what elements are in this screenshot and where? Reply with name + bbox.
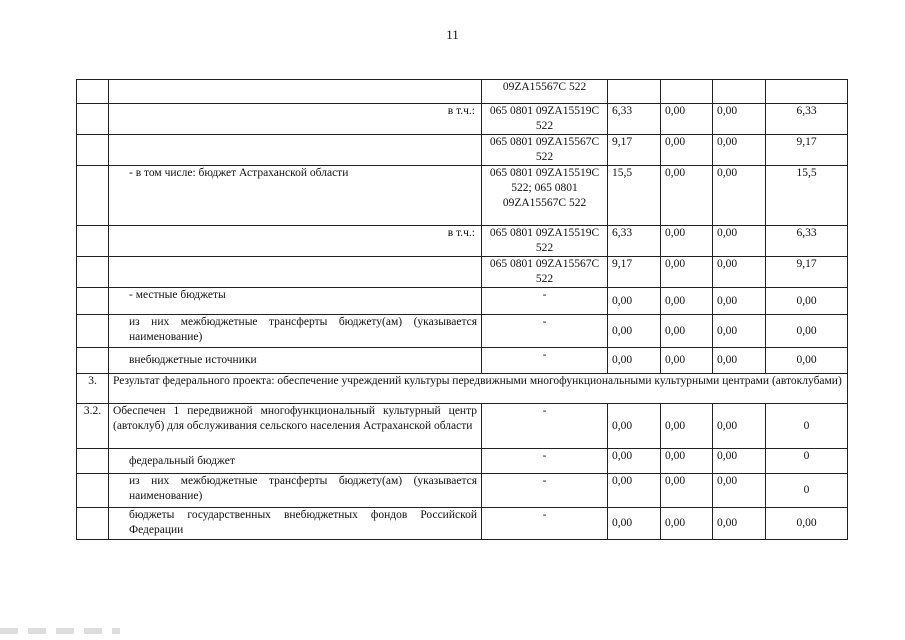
budget-code: -: [482, 288, 608, 315]
row-number: [77, 135, 109, 166]
value-cell: 0,00: [608, 508, 661, 540]
row-number: [77, 226, 109, 257]
budget-code: 065 0801 09ZA15519C 522: [482, 226, 608, 257]
section-title: Результат федерального проекта: обеспечение учреждений культуры передвижными многофункциональными культурными центрами (автоклубами): [109, 374, 848, 404]
budget-code: 065 0801 09ZA15567C 522: [482, 135, 608, 166]
total-cell: [766, 80, 848, 104]
table-row: [77, 104, 848, 135]
row-description: из них межбюджетные трансферты бюджету(ам) (указывается наименование): [109, 474, 482, 508]
total-cell: 15,5: [766, 166, 848, 226]
row-number: [77, 80, 109, 104]
budget-code: -: [482, 348, 608, 374]
value-cell: 0,00: [713, 474, 766, 508]
row-number: [77, 104, 109, 135]
value-cell: 0,00: [713, 449, 766, 474]
total-cell: 6,33: [766, 226, 848, 257]
table-row: [77, 288, 848, 315]
value-cell: [608, 80, 661, 104]
row-description: - местные бюджеты: [109, 288, 482, 315]
row-description: федеральный бюджет: [109, 449, 482, 474]
table-row: [77, 166, 848, 226]
total-cell: 0,00: [766, 348, 848, 374]
budget-code: -: [482, 474, 608, 508]
row-description: внебюджетные источники: [109, 348, 482, 374]
section-row: [77, 374, 848, 404]
value-cell: 0,00: [661, 474, 713, 508]
budget-code: -: [482, 449, 608, 474]
value-cell: 9,17: [608, 257, 661, 288]
value-cell: 0,00: [713, 404, 766, 449]
budget-code: 065 0801 09ZA15519C 522: [482, 104, 608, 135]
value-cell: 0,00: [661, 226, 713, 257]
table-row: [77, 80, 848, 104]
total-cell: 0,00: [766, 288, 848, 315]
value-cell: 0,00: [713, 508, 766, 540]
table-row: [77, 226, 848, 257]
value-cell: 6,33: [608, 226, 661, 257]
value-cell: [713, 80, 766, 104]
value-cell: 0,00: [661, 404, 713, 449]
row-number: 3.2.: [77, 404, 109, 449]
budget-code: 065 0801 09ZA15519C 522; 065 0801 09ZA15567C 522: [482, 166, 608, 226]
table-row: [77, 348, 848, 374]
total-cell: 0: [766, 449, 848, 474]
value-cell: 0,00: [608, 348, 661, 374]
row-number: [77, 166, 109, 226]
value-cell: 0,00: [713, 315, 766, 348]
value-cell: 0,00: [713, 104, 766, 135]
value-cell: 0,00: [661, 104, 713, 135]
budget-code: -: [482, 508, 608, 540]
value-cell: 0,00: [661, 449, 713, 474]
row-description: [109, 257, 482, 288]
table-row: [77, 315, 848, 348]
value-cell: [661, 80, 713, 104]
row-description: - в том числе: бюджет Астраханской области: [109, 166, 482, 226]
row-number: [77, 474, 109, 508]
total-cell: 0,00: [766, 315, 848, 348]
value-cell: 0,00: [661, 348, 713, 374]
value-cell: 6,33: [608, 104, 661, 135]
value-cell: 0,00: [713, 135, 766, 166]
table-row: [77, 135, 848, 166]
budget-table: [76, 79, 848, 540]
row-description: [109, 135, 482, 166]
value-cell: 0,00: [608, 288, 661, 315]
value-cell: 0,00: [661, 508, 713, 540]
total-cell: 0: [766, 404, 848, 449]
scan-artifact: [0, 628, 120, 634]
page-number: 11: [446, 27, 459, 42]
table-row: [77, 474, 848, 508]
total-cell: 9,17: [766, 135, 848, 166]
budget-code: 065 0801 09ZA15567C 522: [482, 257, 608, 288]
value-cell: 0,00: [713, 288, 766, 315]
budget-code: -: [482, 404, 608, 449]
value-cell: 0,00: [661, 288, 713, 315]
row-description: [109, 80, 482, 104]
table-row: [77, 508, 848, 540]
row-description: Обеспечен 1 передвижной многофункциональный культурный центр (автоклуб) для обслуживания сельского населения Астраханской области: [109, 404, 482, 449]
row-description: в т.ч.:: [109, 104, 482, 135]
value-cell: 15,5: [608, 166, 661, 226]
table-row: [77, 257, 848, 288]
row-description: из них межбюджетные трансферты бюджету(ам) (указывается наименование): [109, 315, 482, 348]
total-cell: 6,33: [766, 104, 848, 135]
value-cell: 0,00: [713, 257, 766, 288]
value-cell: 0,00: [661, 135, 713, 166]
value-cell: 0,00: [608, 449, 661, 474]
total-cell: 0: [766, 474, 848, 508]
budget-code: 09ZA15567C 522: [482, 80, 608, 104]
row-number: [77, 348, 109, 374]
value-cell: 0,00: [608, 474, 661, 508]
row-number: [77, 449, 109, 474]
total-cell: 0,00: [766, 508, 848, 540]
value-cell: 0,00: [661, 315, 713, 348]
value-cell: 0,00: [608, 315, 661, 348]
budget-code: -: [482, 315, 608, 348]
section-number: 3.: [77, 374, 109, 404]
table-row: [77, 404, 848, 449]
row-number: [77, 508, 109, 540]
value-cell: 9,17: [608, 135, 661, 166]
total-cell: 9,17: [766, 257, 848, 288]
row-number: [77, 315, 109, 348]
value-cell: 0,00: [661, 166, 713, 226]
value-cell: 0,00: [713, 348, 766, 374]
row-number: [77, 257, 109, 288]
value-cell: 0,00: [608, 404, 661, 449]
row-description: бюджеты государственных внебюджетных фондов Российской Федерации: [109, 508, 482, 540]
row-description: в т.ч.:: [109, 226, 482, 257]
row-number: [77, 288, 109, 315]
table-row: [77, 449, 848, 474]
value-cell: 0,00: [713, 166, 766, 226]
value-cell: 0,00: [713, 226, 766, 257]
value-cell: 0,00: [661, 257, 713, 288]
